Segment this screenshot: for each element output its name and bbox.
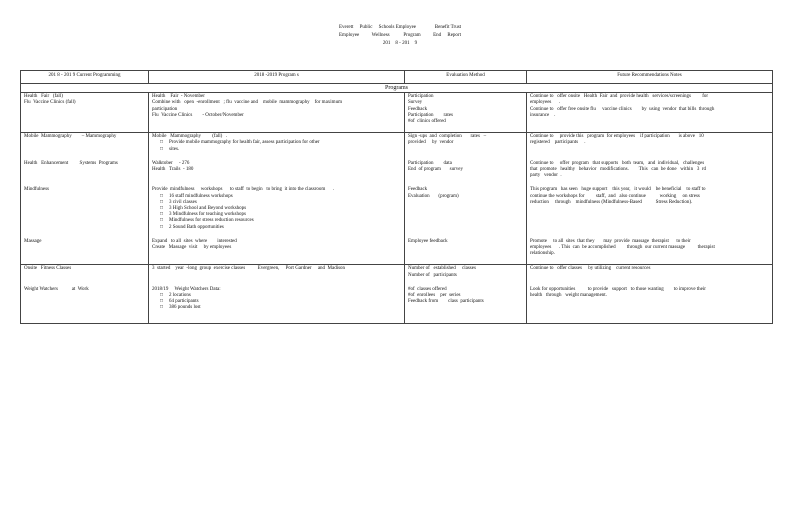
future-recommendations-cell (527, 186, 773, 237)
program-bullet-item: □ Mindfulness for stress reduction resources (160, 218, 401, 224)
cell-text-line: Participation rates (408, 112, 453, 118)
cell-text-line: employees . (530, 100, 561, 106)
program-details-cell (149, 265, 405, 286)
cell-text-line: Number of participants (408, 272, 457, 278)
cell-text-line: Create Massage visit by employees (152, 245, 232, 251)
program-bullet-item: □ 3 civil classes (160, 200, 401, 206)
evaluation-method-cell (405, 286, 527, 323)
cell-text-line: Expand to all sites where interested (152, 238, 237, 244)
cell-text-line: that promote healthy behavior modifications. This can be done within 3 rd (530, 167, 706, 173)
cell-text-line: participation (152, 106, 178, 112)
future-recommendations-cell (527, 265, 773, 286)
cell-text-line: employees . This can be accomplished through our current massage therapist (530, 245, 715, 251)
report-header (0, 24, 800, 48)
header-line-organization: Everett Public Schools Employee Benefit Trust (338, 25, 462, 30)
cell-text-line: reduction through mindfulness (Mindfulness-Based Stress Reduction). (530, 199, 693, 205)
evaluation-method-cell (405, 133, 527, 160)
cell-text-line: End of program survey (408, 167, 463, 173)
program-details-cell (149, 186, 405, 237)
evaluation-method-cell (405, 160, 527, 187)
cell-text-line: Health Trails - 180 (152, 167, 194, 173)
cell-text-line: Feedback (408, 187, 428, 193)
cell-text-line: Feedback from class participants (408, 299, 484, 305)
future-recommendations-cell (527, 160, 773, 187)
cell-text-line: #of enrollees per series (408, 293, 461, 299)
future-recommendations-cell (527, 133, 773, 160)
program-bullet-list (152, 293, 401, 312)
program-details-cell (149, 286, 405, 323)
cell-text-line: registered participants . (530, 140, 586, 146)
current-programming-cell (21, 238, 149, 265)
cell-text-line: Mindfulness (24, 187, 49, 193)
current-programming-cell (21, 286, 149, 323)
current-programming-cell (21, 186, 149, 237)
cell-text-line: Continue to offer program that supports both team, and individual, challenges (530, 160, 705, 166)
cell-text-line: Walktober - 276 (152, 160, 190, 166)
cell-text-line: #of clinics offered (408, 119, 446, 125)
cell-text-line: Weight Watchers at Work (24, 286, 89, 292)
program-bullet-list (152, 194, 401, 231)
programs-table (20, 70, 773, 324)
cell-text-line: 3 started year -long group exercise classes Evergreen, Port Gardner and Madison (152, 266, 346, 272)
column-header-current: 201 8 - 201 9 Current Programming (21, 71, 149, 84)
future-recommendations-cell (527, 238, 773, 265)
cell-text-line: Look for opportunities to provide support to those wanting to improve their (530, 286, 706, 292)
program-details-cell (149, 160, 405, 187)
cell-text-line: insurance . (530, 112, 556, 118)
cell-text-line: Sign -ups and completion rates – (408, 134, 487, 140)
cell-text-line: Survey (408, 100, 423, 106)
cell-text-line: This program has seen huge support this year, it would be beneficial to staff to (530, 187, 706, 193)
column-header-programs: 2018 -2019 Program s (149, 71, 405, 84)
cell-text-line: health through weight management. (530, 293, 607, 299)
cell-text-line: Flu Vaccine Clinics (fall) (24, 100, 76, 106)
cell-text-line: Provide mindfulness workshops to staff to begin to bring it into the classroom . (152, 187, 334, 193)
table-row (21, 265, 773, 286)
cell-text-line: Health Enhancement Systems Programs (24, 160, 118, 166)
cell-text-line: Continue to offer classes by utilizing current resources (530, 266, 651, 272)
cell-text-line: Continue to provide this program for employees if participation is above 10 (530, 134, 704, 140)
future-recommendations-cell (527, 93, 773, 133)
programs-banner: Programs (21, 84, 773, 93)
column-header-evaluation: Evaluation Method (405, 71, 527, 84)
cell-text-line: Participation data (408, 160, 452, 166)
cell-text-line: Employee feedback (408, 238, 448, 244)
current-programming-cell (21, 93, 149, 133)
program-bullet-item: □ 386 pounds lost (160, 305, 401, 311)
table-row (21, 93, 773, 133)
table-row (21, 286, 773, 323)
program-bullet-item: □ 2 locations (160, 293, 401, 299)
table-row (21, 160, 773, 187)
cell-text-line: continue the workshops for staff, and also continue working on stress (530, 193, 700, 199)
cell-text-line: Combine with open -enrollment ; flu vaccine and mobile mammography for maximum (152, 100, 342, 106)
cell-text-line: Number of established classes (408, 266, 476, 272)
table-row (21, 133, 773, 160)
cell-text-line: Health Fair - November (152, 94, 205, 100)
program-bullet-list (152, 140, 401, 152)
header-line-years: 201 8 - 201 9 (382, 41, 418, 46)
column-header-future: Future Recommendations Notes (527, 71, 773, 84)
cell-text-line: Continue to offer onsite Health Fair and provide health services/screenings for (530, 94, 709, 100)
cell-text-line: Evaluation (program) (408, 193, 459, 199)
cell-text-line: Flu Vaccine Clinics - October/November (152, 112, 244, 118)
current-programming-cell (21, 133, 149, 160)
program-bullet-item: □ 64 participants (160, 299, 401, 305)
evaluation-method-cell (405, 93, 527, 133)
program-bullet-item: □ sites. (160, 147, 401, 153)
cell-text-line: #of classes offered (408, 286, 447, 292)
evaluation-method-cell (405, 238, 527, 265)
program-bullet-item: □ 16 staff mindfulness workshops (160, 194, 401, 200)
evaluation-method-cell (405, 186, 527, 237)
program-bullet-item: □ 3 Mindfulness for teaching workshops (160, 212, 401, 218)
cell-text-line: provided by vendor (408, 140, 454, 146)
cell-text-line: Mobile Mammography (fall) . (152, 134, 228, 140)
program-bullet-item: □ 3 High School and Beyond workshops (160, 206, 401, 212)
cell-text-line: Feedback (408, 106, 428, 112)
program-details-cell (149, 133, 405, 160)
cell-text-line: relationship. (530, 251, 555, 257)
programs-banner-row (21, 84, 773, 93)
cell-text-line: Promote to all sites that they may provide massage therapist to their (530, 238, 691, 244)
cell-text-line: 2018/19 Weight Watchers Data: (152, 286, 221, 292)
program-details-cell (149, 93, 405, 133)
evaluation-method-cell (405, 265, 527, 286)
current-programming-cell (21, 160, 149, 187)
current-programming-cell (21, 265, 149, 286)
table-header-row (21, 71, 773, 84)
cell-text-line: Massage (24, 238, 42, 244)
cell-text-line: Onsite Fitness Classes (24, 266, 72, 272)
header-line-program: Employee Wellness Program End Report (339, 33, 461, 38)
cell-text-line: party vendor . (530, 173, 562, 179)
table-row (21, 186, 773, 237)
cell-text-line: Participation (408, 94, 434, 100)
program-details-cell (149, 238, 405, 265)
program-bullet-item: □ Provide mobile mammography for health fair, assess participation for other (160, 140, 401, 146)
cell-text-line: Mobile Mammography – Mammography (24, 134, 117, 140)
table-row (21, 238, 773, 265)
program-bullet-item: □ 2 Sound Bath opportunities (160, 225, 401, 231)
future-recommendations-cell (527, 286, 773, 323)
cell-text-line: Health Fair (fall) (24, 94, 63, 100)
cell-text-line: Continue to offer free onsite flu vaccine clinics by using vendor that bills through (530, 106, 715, 112)
